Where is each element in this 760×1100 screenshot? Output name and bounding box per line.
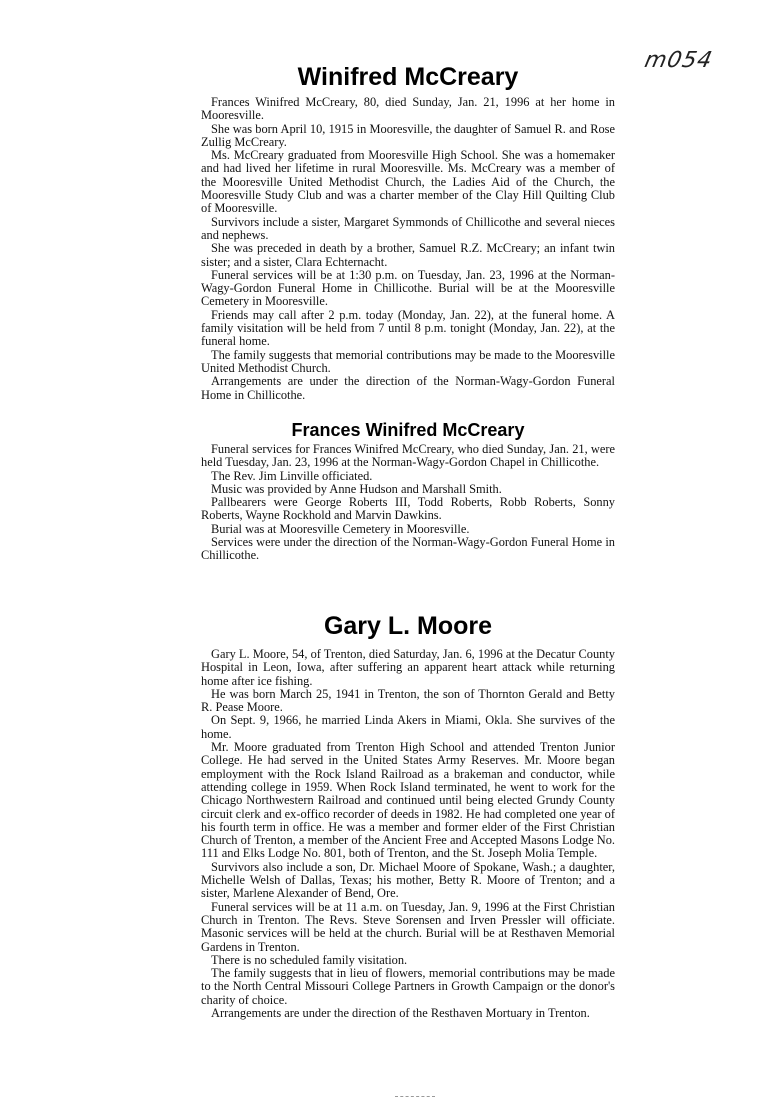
handwritten-annotation: m054 <box>642 48 716 73</box>
paragraph: The family suggests that in lieu of flowers, memorial contributions may be made to the North Central Missouri College Partners in Growth Campaign or the donor's charity of choice. <box>201 966 615 1007</box>
paragraph: Survivors include a sister, Margaret Symmonds of Chillicothe and several nieces and nephews. <box>201 214 615 242</box>
paragraph: The Rev. Jim Linville officiated. <box>211 468 373 483</box>
paragraph: Survivors also include a son, Dr. Michael Moore of Spokane, Wash.; a daughter, Michelle Welsh of Dallas, Texas; his mother, Betty R. Moore of Trenton; and a sister, Marlene Alexander of Bend, Ore. <box>201 859 615 901</box>
paragraph: Friends may call after 2 p.m. today (Monday, Jan. 22), at the funeral home. A family visitation will be held from 7 until 8 p.m. tonight (Monday, Jan. 22), at the funeral home. <box>201 307 615 349</box>
paragraph: There is no scheduled family visitation. <box>211 952 408 967</box>
paragraph: Frances Winifred McCreary, 80, died Sunday, Jan. 21, 1996 at her home in Mooresville. <box>201 95 615 123</box>
obituary-title: Gary L. Moore <box>323 612 493 640</box>
paragraph: Mr. Moore graduated from Trenton High School and attended Trenton Junior College. He had served in the United States Army Reserves. Mr. Moore began employment with the Rock Island Railroad as a brakeman and conductor, while attending college in 1959. When Rock Island terminated, he went to work for the Chicago Northwestern Railroad and continued until being elected Grundy County circuit clerk and ex-offico recorder of deeds in 1982. He had completed one year of his fourth term in office. He was a member and former elder of the First Christian Church of Trenton, a member of the Ancient Free and Accepted Masons Lodge No. 111 and Elks Lodge No. 801, both of Trenton, and the St. Joseph Molia Temple. <box>201 740 615 861</box>
obituary-title: Winifred McCreary <box>297 63 519 91</box>
paragraph: Funeral services will be at 1:30 p.m. on Tuesday, Jan. 23, 1996 at the Norman-Wagy-Gordon Funeral Home in Chillicothe. Burial will be at the Mooresville Cemetery in Mooresville. <box>201 267 615 309</box>
obituary-title: Frances Winifred McCreary <box>291 420 525 440</box>
paragraph: Arrangements are under the direction of the Resthaven Mortuary in Trenton. <box>211 1006 590 1021</box>
paragraph: Burial was at Mooresville Cemetery in Mooresville. <box>211 521 470 536</box>
paragraph: Gary L. Moore, 54, of Trenton, died Saturday, Jan. 6, 1996 at the Decatur County Hospital in Leon, Iowa, after suffering an apparent heart attack while returning home after ice fishing. <box>201 647 615 688</box>
obituary-gary-moore <box>201 612 615 1020</box>
paragraph: Music was provided by Anne Hudson and Marshall Smith. <box>211 481 502 496</box>
paragraph: The family suggests that memorial contributions may be made to the Mooresville United Methodist Church. <box>201 347 615 375</box>
paragraph: Funeral services will be at 11 a.m. on Tuesday, Jan. 9, 1996 at the First Christian Church in Trenton. The Revs. Steve Sorensen and Irven Pressler will officiate. Masonic services will be held at the church. Burial will be at Resthaven Memorial Gardens in Trenton. <box>201 899 615 954</box>
obituary-winifred-mccreary <box>201 63 615 402</box>
paragraph: She was preceded in death by a brother, Samuel R.Z. McCreary; an infant twin sister; and a sister, Clara Echternacht. <box>201 241 615 269</box>
paragraph: He was born March 25, 1941 in Trenton, the son of Thornton Gerald and Betty R. Pease Moore. <box>201 686 615 715</box>
divider <box>395 1096 435 1097</box>
paragraph: On Sept. 9, 1966, he married Linda Akers in Miami, Okla. She survives of the home. <box>201 713 615 741</box>
paragraph: Pallbearers were George Roberts III, Todd Roberts, Robb Roberts, Sonny Roberts, Wayne Rockhold and Marvin Dawkins. <box>201 495 615 523</box>
paragraph: Funeral services for Frances Winifred McCreary, who died Sunday, Jan. 21, were held Tuesday, Jan. 23, 1996 at the Norman-Wagy-Gordon Chapel in Chillicothe. <box>201 442 615 470</box>
obituary-frances-winifred-mccreary <box>201 420 615 563</box>
paragraph: Arrangements are under the direction of the Norman-Wagy-Gordon Funeral Home in Chillicothe. <box>201 374 615 402</box>
paragraph: She was born April 10, 1915 in Mooresville, the daughter of Samuel R. and Rose Zullig McCreary. <box>201 121 615 149</box>
paragraph: Services were under the direction of the Norman-Wagy-Gordon Funeral Home in Chillicothe. <box>201 535 615 563</box>
paragraph: Ms. McCreary graduated from Mooresville High School. She was a homemaker and had lived her lifetime in rural Mooresville. Ms. McCreary was a member of the Mooresville United Methodist Church, the Ladies Aid of the Church, the Mooresville Study Club and was a charter member of the Clay Hill Quilting Club of Mooresville. <box>201 148 615 216</box>
